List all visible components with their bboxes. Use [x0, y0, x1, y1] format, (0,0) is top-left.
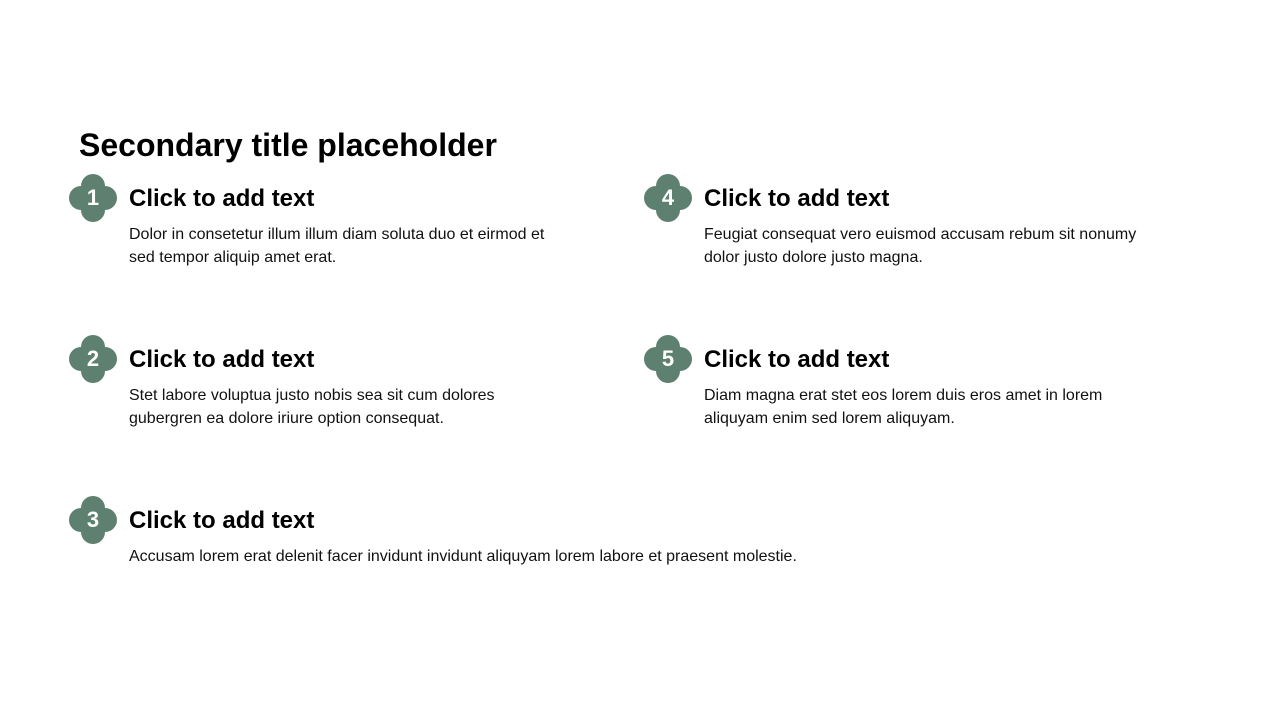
number-badge: [644, 174, 692, 222]
item-heading[interactable]: Click to add text: [129, 346, 315, 373]
item-heading[interactable]: Click to add text: [704, 346, 890, 373]
badge-number: 5: [661, 346, 675, 371]
page-title[interactable]: Secondary title placeholder: [79, 127, 497, 163]
item-text[interactable]: Accusam lorem erat delenit facer invidunt invidunt aliquyam lorem labore et praesent molestie.: [129, 548, 797, 565]
badge-number: 1: [86, 185, 100, 210]
badge-number: 2: [86, 346, 100, 371]
item-text[interactable]: Feugiat consequat vero euismod accusam rebum sit nonumy dolor justo dolore justo magna.: [704, 226, 1137, 266]
number-badge: [69, 335, 117, 383]
number-badge: [69, 174, 117, 222]
item-text[interactable]: Diam magna erat stet eos lorem duis eros amet in lorem aliquyam enim sed lorem aliquyam.: [704, 387, 1103, 427]
badge-number: 3: [86, 507, 100, 532]
item-heading[interactable]: Click to add text: [129, 185, 315, 212]
item-text[interactable]: Stet labore voluptua justo nobis sea sit cum dolores gubergren ea dolore iriure option consequat.: [129, 387, 495, 427]
number-badge: [644, 335, 692, 383]
item-heading[interactable]: Click to add text: [704, 185, 890, 212]
item-heading[interactable]: Click to add text: [129, 507, 315, 534]
item-text[interactable]: Dolor in consetetur illum illum diam soluta duo et eirmod et sed tempor aliquip amet erat.: [129, 226, 545, 266]
badge-number: 4: [661, 185, 675, 210]
number-badge: [69, 496, 117, 544]
